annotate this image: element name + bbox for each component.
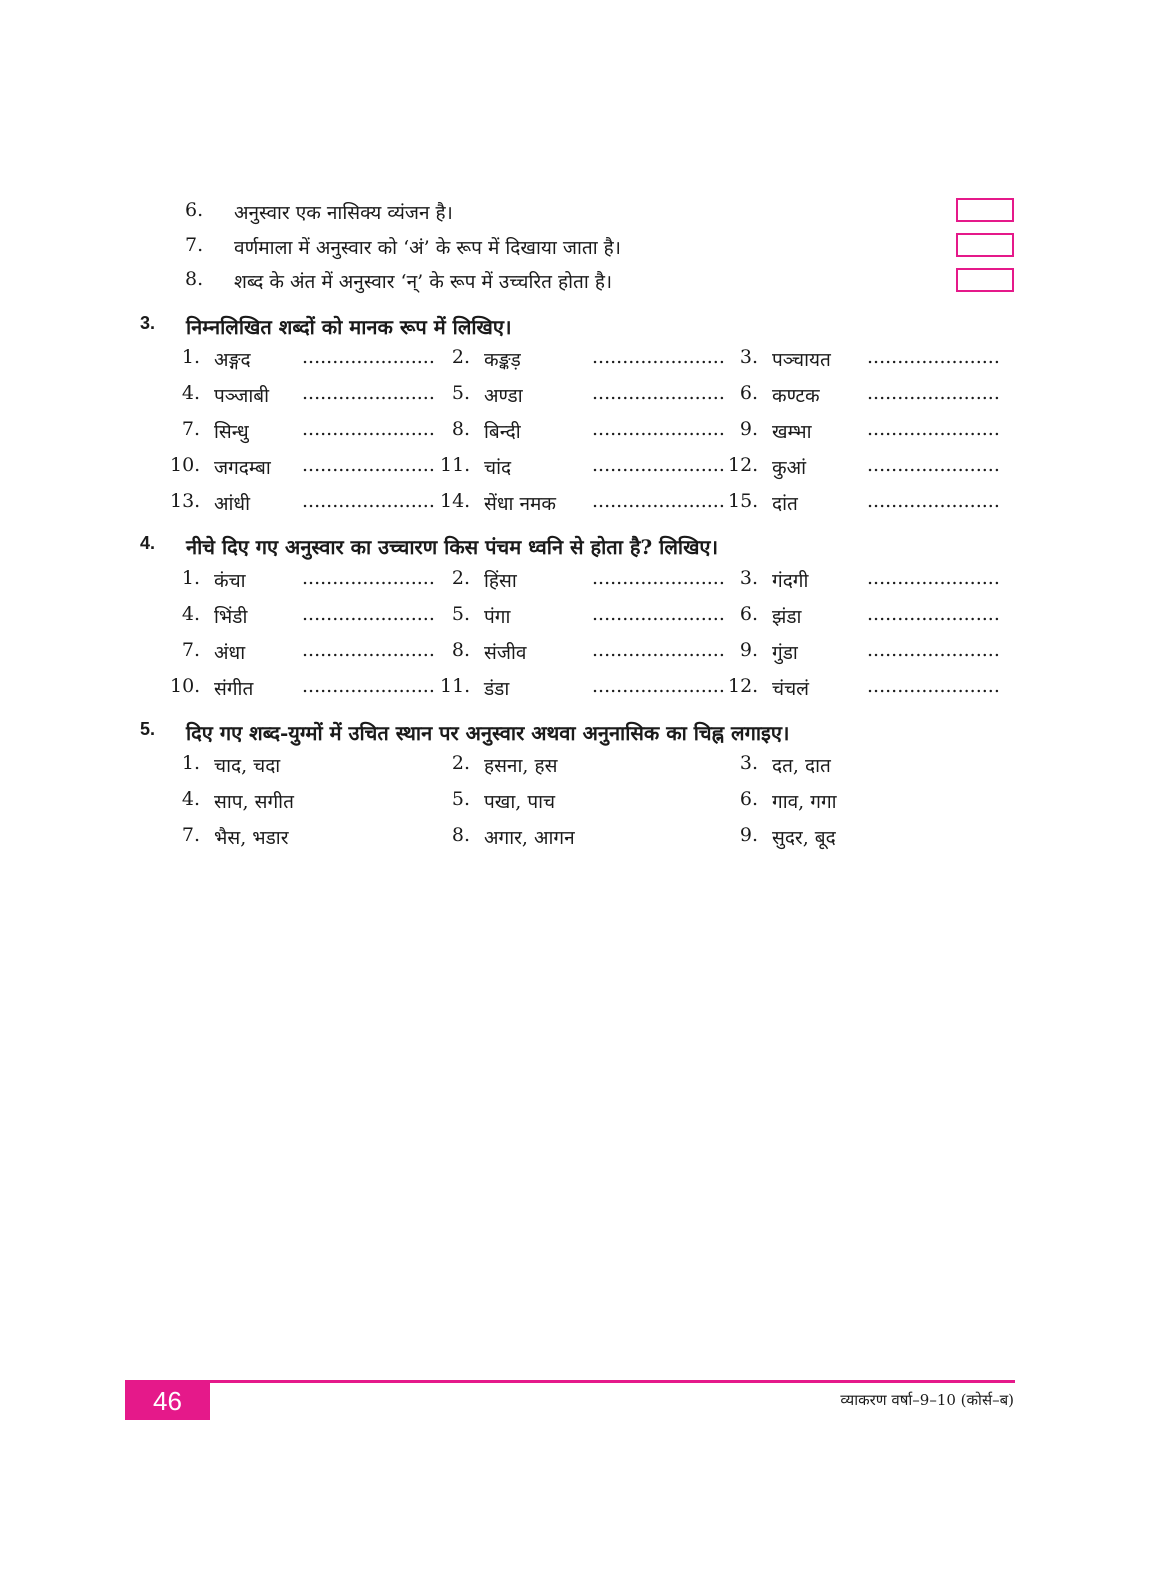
answer-blank[interactable]: ...................... (302, 346, 435, 368)
item-word: सिन्धु (214, 421, 249, 443)
answer-blank[interactable]: ...................... (867, 418, 1000, 440)
item-row (0, 603, 1152, 633)
answer-blank[interactable]: ...................... (592, 382, 725, 404)
item-number: 9. (739, 418, 758, 440)
item-word: दत, दात (772, 755, 831, 777)
item-word: गाव, गगा (772, 791, 837, 813)
item-number: 1. (181, 346, 200, 368)
item-number: 15. (728, 490, 759, 512)
statement-text: शब्द के अंत में अनुस्वार ‘न्’ के रूप में उच्चरित होता है। (234, 271, 613, 293)
answer-blank[interactable]: ...................... (592, 567, 725, 589)
item-row (0, 824, 1152, 854)
item-number: 3. (739, 567, 758, 589)
item-word: चाद, चदा (214, 755, 281, 777)
answer-blank[interactable]: ...................... (867, 346, 1000, 368)
item-row (0, 382, 1152, 412)
item-word: गंदगी (772, 570, 809, 592)
answer-blank[interactable]: ...................... (592, 418, 725, 440)
item-number: 2. (451, 752, 470, 774)
item-word: हिंसा (484, 570, 517, 592)
answer-blank[interactable]: ...................... (867, 675, 1000, 697)
answer-blank[interactable]: ...................... (592, 454, 725, 476)
answer-blank[interactable]: ...................... (302, 567, 435, 589)
question-title: दिए गए शब्द-युग्मों में उचित स्थान पर अनुस्वार अथवा अनुनासिक का चिह्न लगाइए। (186, 721, 790, 745)
item-word: पञ्चायत (772, 349, 831, 371)
item-number: 11. (440, 454, 471, 476)
item-number: 14. (440, 490, 471, 512)
item-word: अगार, आगन (484, 827, 575, 849)
answer-blank[interactable]: ...................... (592, 675, 725, 697)
question-number: 4. (140, 533, 156, 553)
statement-number: 6. (185, 199, 204, 221)
item-word: गुंडा (772, 642, 798, 664)
answer-blank[interactable]: ...................... (867, 490, 1000, 512)
item-number: 8. (451, 639, 470, 661)
item-word: साप, सगीत (214, 791, 294, 813)
answer-box-8[interactable] (956, 268, 1014, 292)
item-word: अंधा (214, 642, 246, 664)
item-number: 7. (181, 418, 200, 440)
item-word: बिन्दी (484, 421, 521, 443)
item-word: पञ्जाबी (214, 385, 270, 407)
statement-text: अनुस्वार एक नासिक्य व्यंजन है। (234, 202, 453, 224)
item-number: 1. (181, 752, 200, 774)
item-word: पंगा (484, 606, 511, 628)
item-word: कङ्कड़ (484, 349, 521, 371)
statement-number: 8. (185, 268, 204, 290)
item-row (0, 567, 1152, 597)
item-number: 6. (739, 382, 758, 404)
item-word: आंधी (214, 493, 251, 515)
item-number: 3. (739, 346, 758, 368)
item-number: 12. (728, 675, 759, 697)
item-word: संगीत (214, 678, 254, 700)
question-title: नीचे दिए गए अनुस्वार का उच्चारण किस पंचम ध्वनि से होता है? लिखिए। (186, 535, 719, 559)
item-word: जगदम्बा (214, 457, 271, 479)
item-word: कंचा (214, 570, 246, 592)
answer-box-6[interactable] (956, 198, 1014, 222)
item-number: 8. (451, 824, 470, 846)
item-word: संजीव (484, 642, 527, 664)
item-number: 13. (170, 490, 201, 512)
item-word: अङ्गद (214, 349, 251, 371)
item-number: 5. (451, 382, 470, 404)
footer-rule (125, 1380, 1015, 1383)
answer-blank[interactable]: ...................... (592, 490, 725, 512)
item-number: 11. (440, 675, 471, 697)
item-row (0, 346, 1152, 376)
statement-number: 7. (185, 234, 204, 256)
item-word: चांद (484, 457, 512, 479)
item-number: 5. (451, 788, 470, 810)
question-number: 5. (140, 719, 156, 739)
item-number: 10. (170, 675, 201, 697)
item-row (0, 675, 1152, 705)
page-number: 46 (125, 1383, 210, 1420)
book-title: व्याकरण वर्षा–9–10 (कोर्स–ब) (840, 1391, 1014, 1409)
item-word: कण्टक (772, 385, 820, 407)
item-word: भिंडी (214, 606, 248, 628)
answer-blank[interactable]: ...................... (867, 567, 1000, 589)
answer-blank[interactable]: ...................... (592, 346, 725, 368)
question-number: 3. (140, 313, 156, 333)
statement-text: वर्णमाला में अनुस्वार को ‘अं’ के रूप में दिखाया जाता है। (234, 237, 621, 259)
answer-blank[interactable]: ...................... (302, 603, 435, 625)
answer-blank[interactable]: ...................... (867, 454, 1000, 476)
item-number: 3. (739, 752, 758, 774)
item-row (0, 454, 1152, 484)
item-number: 6. (739, 603, 758, 625)
item-number: 4. (181, 382, 200, 404)
question-title: निम्नलिखित शब्दों को मानक रूप में लिखिए। (186, 315, 512, 339)
item-number: 7. (181, 824, 200, 846)
item-word: दांत (772, 493, 798, 515)
item-word: झंडा (772, 606, 802, 628)
answer-blank[interactable]: ...................... (867, 603, 1000, 625)
answer-blank[interactable]: ...................... (302, 454, 435, 476)
item-number: 1. (181, 567, 200, 589)
answer-blank[interactable]: ...................... (592, 603, 725, 625)
item-row (0, 490, 1152, 520)
answer-blank[interactable]: ...................... (302, 382, 435, 404)
item-number: 2. (451, 346, 470, 368)
item-row (0, 752, 1152, 782)
answer-blank[interactable]: ...................... (302, 490, 435, 512)
item-word: भैस, भडार (214, 827, 289, 849)
item-word: खम्भा (772, 421, 812, 443)
item-word: कुआं (772, 457, 807, 479)
item-word: हसना, हस (484, 755, 558, 777)
item-word: अण्डा (484, 385, 523, 407)
item-number: 12. (728, 454, 759, 476)
answer-blank[interactable]: ...................... (867, 639, 1000, 661)
item-word: डंडा (484, 678, 510, 700)
item-word: चंचलं (772, 678, 810, 700)
item-word: पखा, पाच (484, 791, 556, 813)
item-number: 2. (451, 567, 470, 589)
item-number: 7. (181, 639, 200, 661)
answer-blank[interactable]: ...................... (592, 639, 725, 661)
item-number: 9. (739, 639, 758, 661)
item-number: 6. (739, 788, 758, 810)
answer-blank[interactable]: ...................... (302, 675, 435, 697)
item-number: 9. (739, 824, 758, 846)
answer-blank[interactable]: ...................... (302, 418, 435, 440)
item-number: 8. (451, 418, 470, 440)
item-row (0, 418, 1152, 448)
answer-blank[interactable]: ...................... (302, 639, 435, 661)
answer-box-7[interactable] (956, 233, 1014, 257)
item-row (0, 788, 1152, 818)
item-word: सेंधा नमक (484, 493, 556, 515)
item-word: सुदर, बूद (772, 827, 836, 849)
item-number: 10. (170, 454, 201, 476)
item-number: 4. (181, 603, 200, 625)
item-number: 5. (451, 603, 470, 625)
item-number: 4. (181, 788, 200, 810)
item-row (0, 639, 1152, 669)
answer-blank[interactable]: ...................... (867, 382, 1000, 404)
